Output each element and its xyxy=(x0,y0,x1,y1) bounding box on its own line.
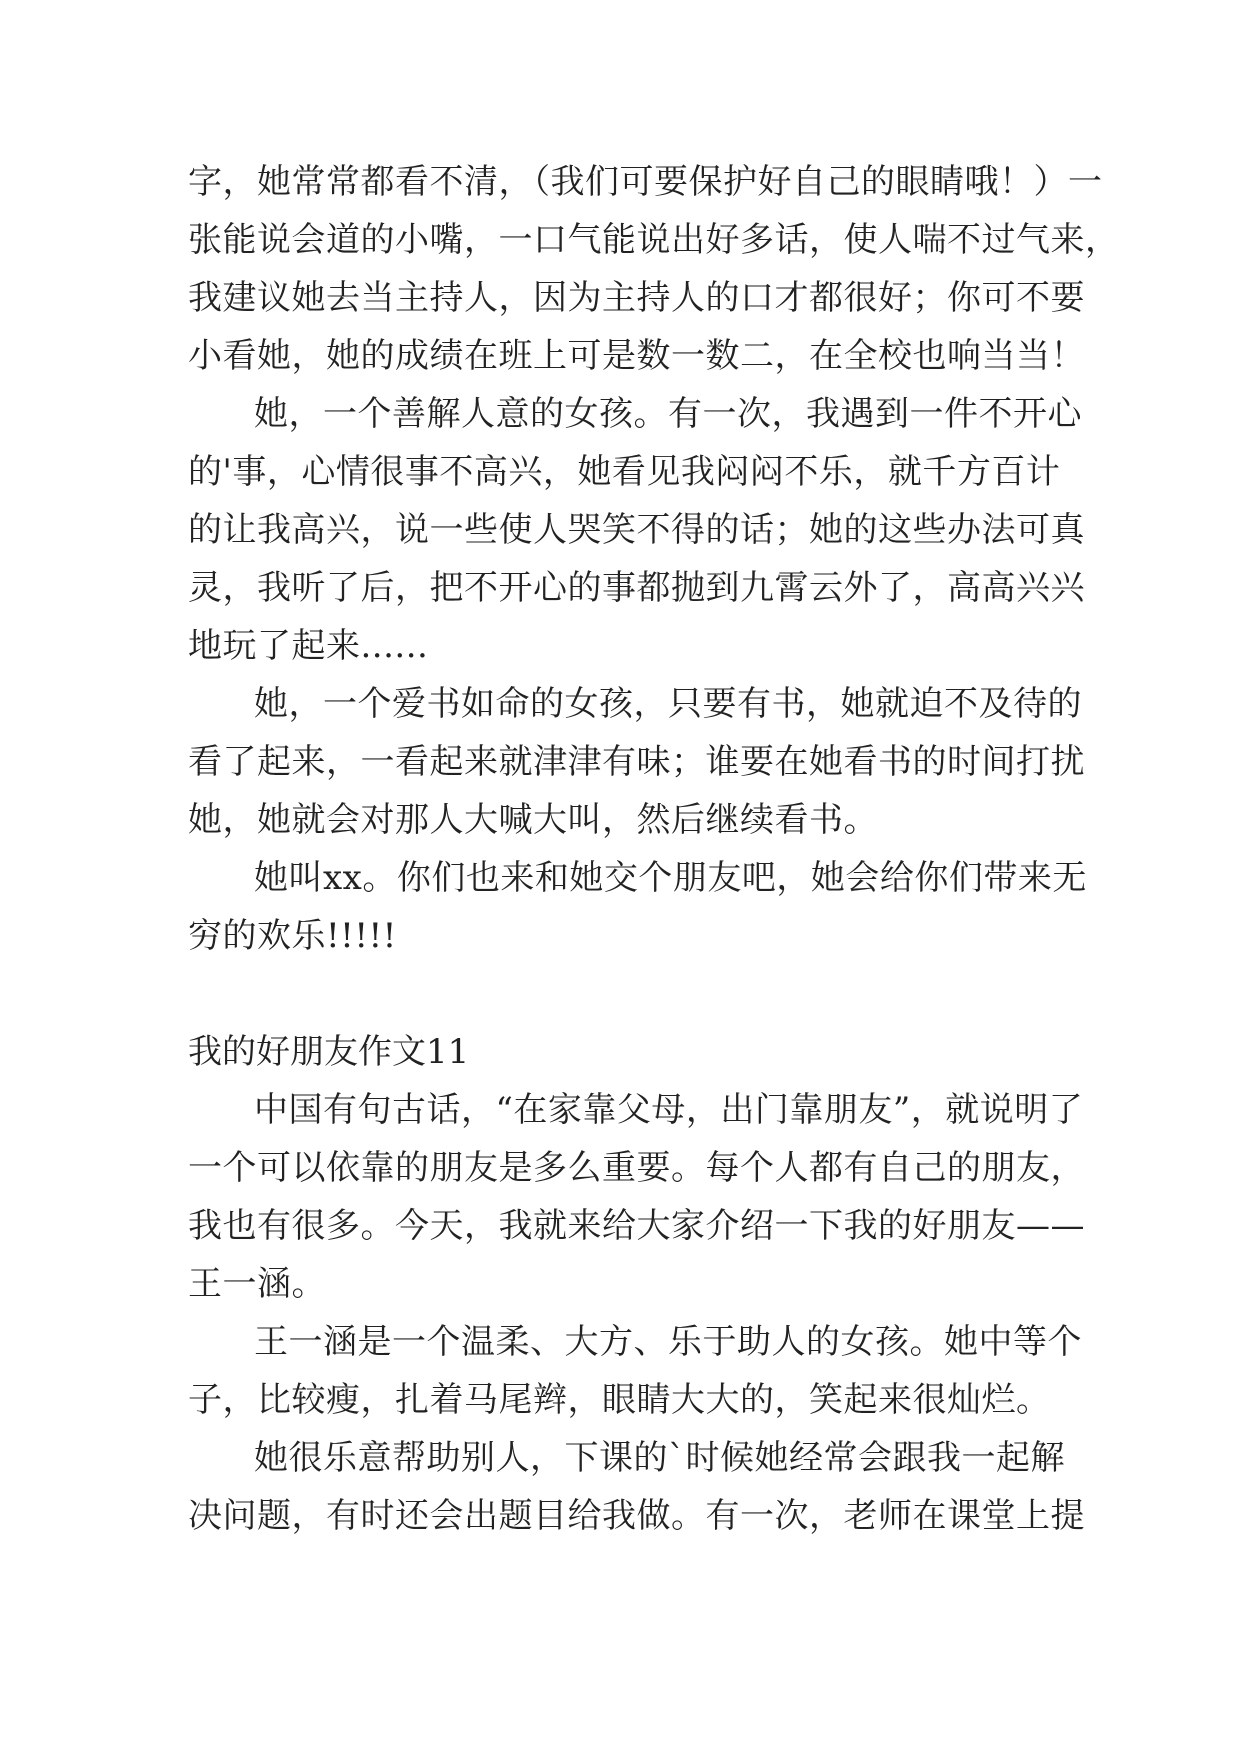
document-body xyxy=(188,153,1120,1545)
paragraph-line: 张能说会道的小嘴，一口气能说出好多话，使人喘不过气来， xyxy=(188,220,1120,260)
paragraph-line: 她，一个爱书如命的女孩，只要有书，她就迫不及待的 xyxy=(254,684,1082,724)
paragraph-line: 中国有句古话，“在家靠父母，出门靠朋友”，就说明了 xyxy=(254,1090,1084,1130)
paragraph-line: 看了起来，一看起来就津津有味；谁要在她看书的时间打扰 xyxy=(188,742,1085,782)
section-title: 我的好朋友作文11 xyxy=(188,1032,470,1072)
paragraph-line: 灵，我听了后，把不开心的事都抛到九霄云外了，高高兴兴 xyxy=(188,568,1085,608)
paragraph-line: 的'事，心情很事不高兴，她看见我闷闷不乐，就千方百计 xyxy=(188,452,1061,492)
paragraph-line: 决问题，有时还会出题目给我做。有一次，老师在课堂上提 xyxy=(188,1496,1085,1536)
paragraph-line: 子，比较瘦，扎着马尾辫，眼睛大大的，笑起来很灿烂。 xyxy=(188,1380,1051,1420)
section-spacer xyxy=(188,965,1058,1023)
paragraph-line: 小看她，她的成绩在班上可是数一数二，在全校也响当当！ xyxy=(188,336,1085,376)
paragraph-line: 她很乐意帮助别人，下课的`时候她经常会跟我一起解 xyxy=(254,1438,1065,1478)
paragraph-line: 地玩了起来...... xyxy=(188,626,429,666)
paragraph-line: 的让我高兴，说一些使人哭笑不得的话；她的这些办法可真 xyxy=(188,510,1085,550)
paragraph-line: 王一涵是一个温柔、大方、乐于助人的女孩。她中等个 xyxy=(254,1322,1082,1362)
paragraph-line: 字，她常常都看不清，（我们可要保护好自己的眼睛哦！）一 xyxy=(188,162,1103,202)
paragraph-line: 王一涵。 xyxy=(188,1264,326,1304)
paragraph-line: 一个可以依靠的朋友是多么重要。每个人都有自己的朋友， xyxy=(188,1148,1085,1188)
paragraph-line: 她叫xx。你们也来和她交个朋友吧，她会给你们带来无 xyxy=(254,858,1087,898)
paragraph-line: 我建议她去当主持人，因为主持人的口才都很好；你可不要 xyxy=(188,278,1085,318)
paragraph-line: 我也有很多。今天，我就来给大家介绍一下我的好朋友—— xyxy=(188,1206,1085,1246)
paragraph-line: 穷的欢乐!!!!! xyxy=(188,916,397,956)
paragraph-line: 她，她就会对那人大喊大叫，然后继续看书。 xyxy=(188,800,878,840)
paragraph-line: 她，一个善解人意的女孩。有一次，我遇到一件不开心 xyxy=(254,394,1082,434)
